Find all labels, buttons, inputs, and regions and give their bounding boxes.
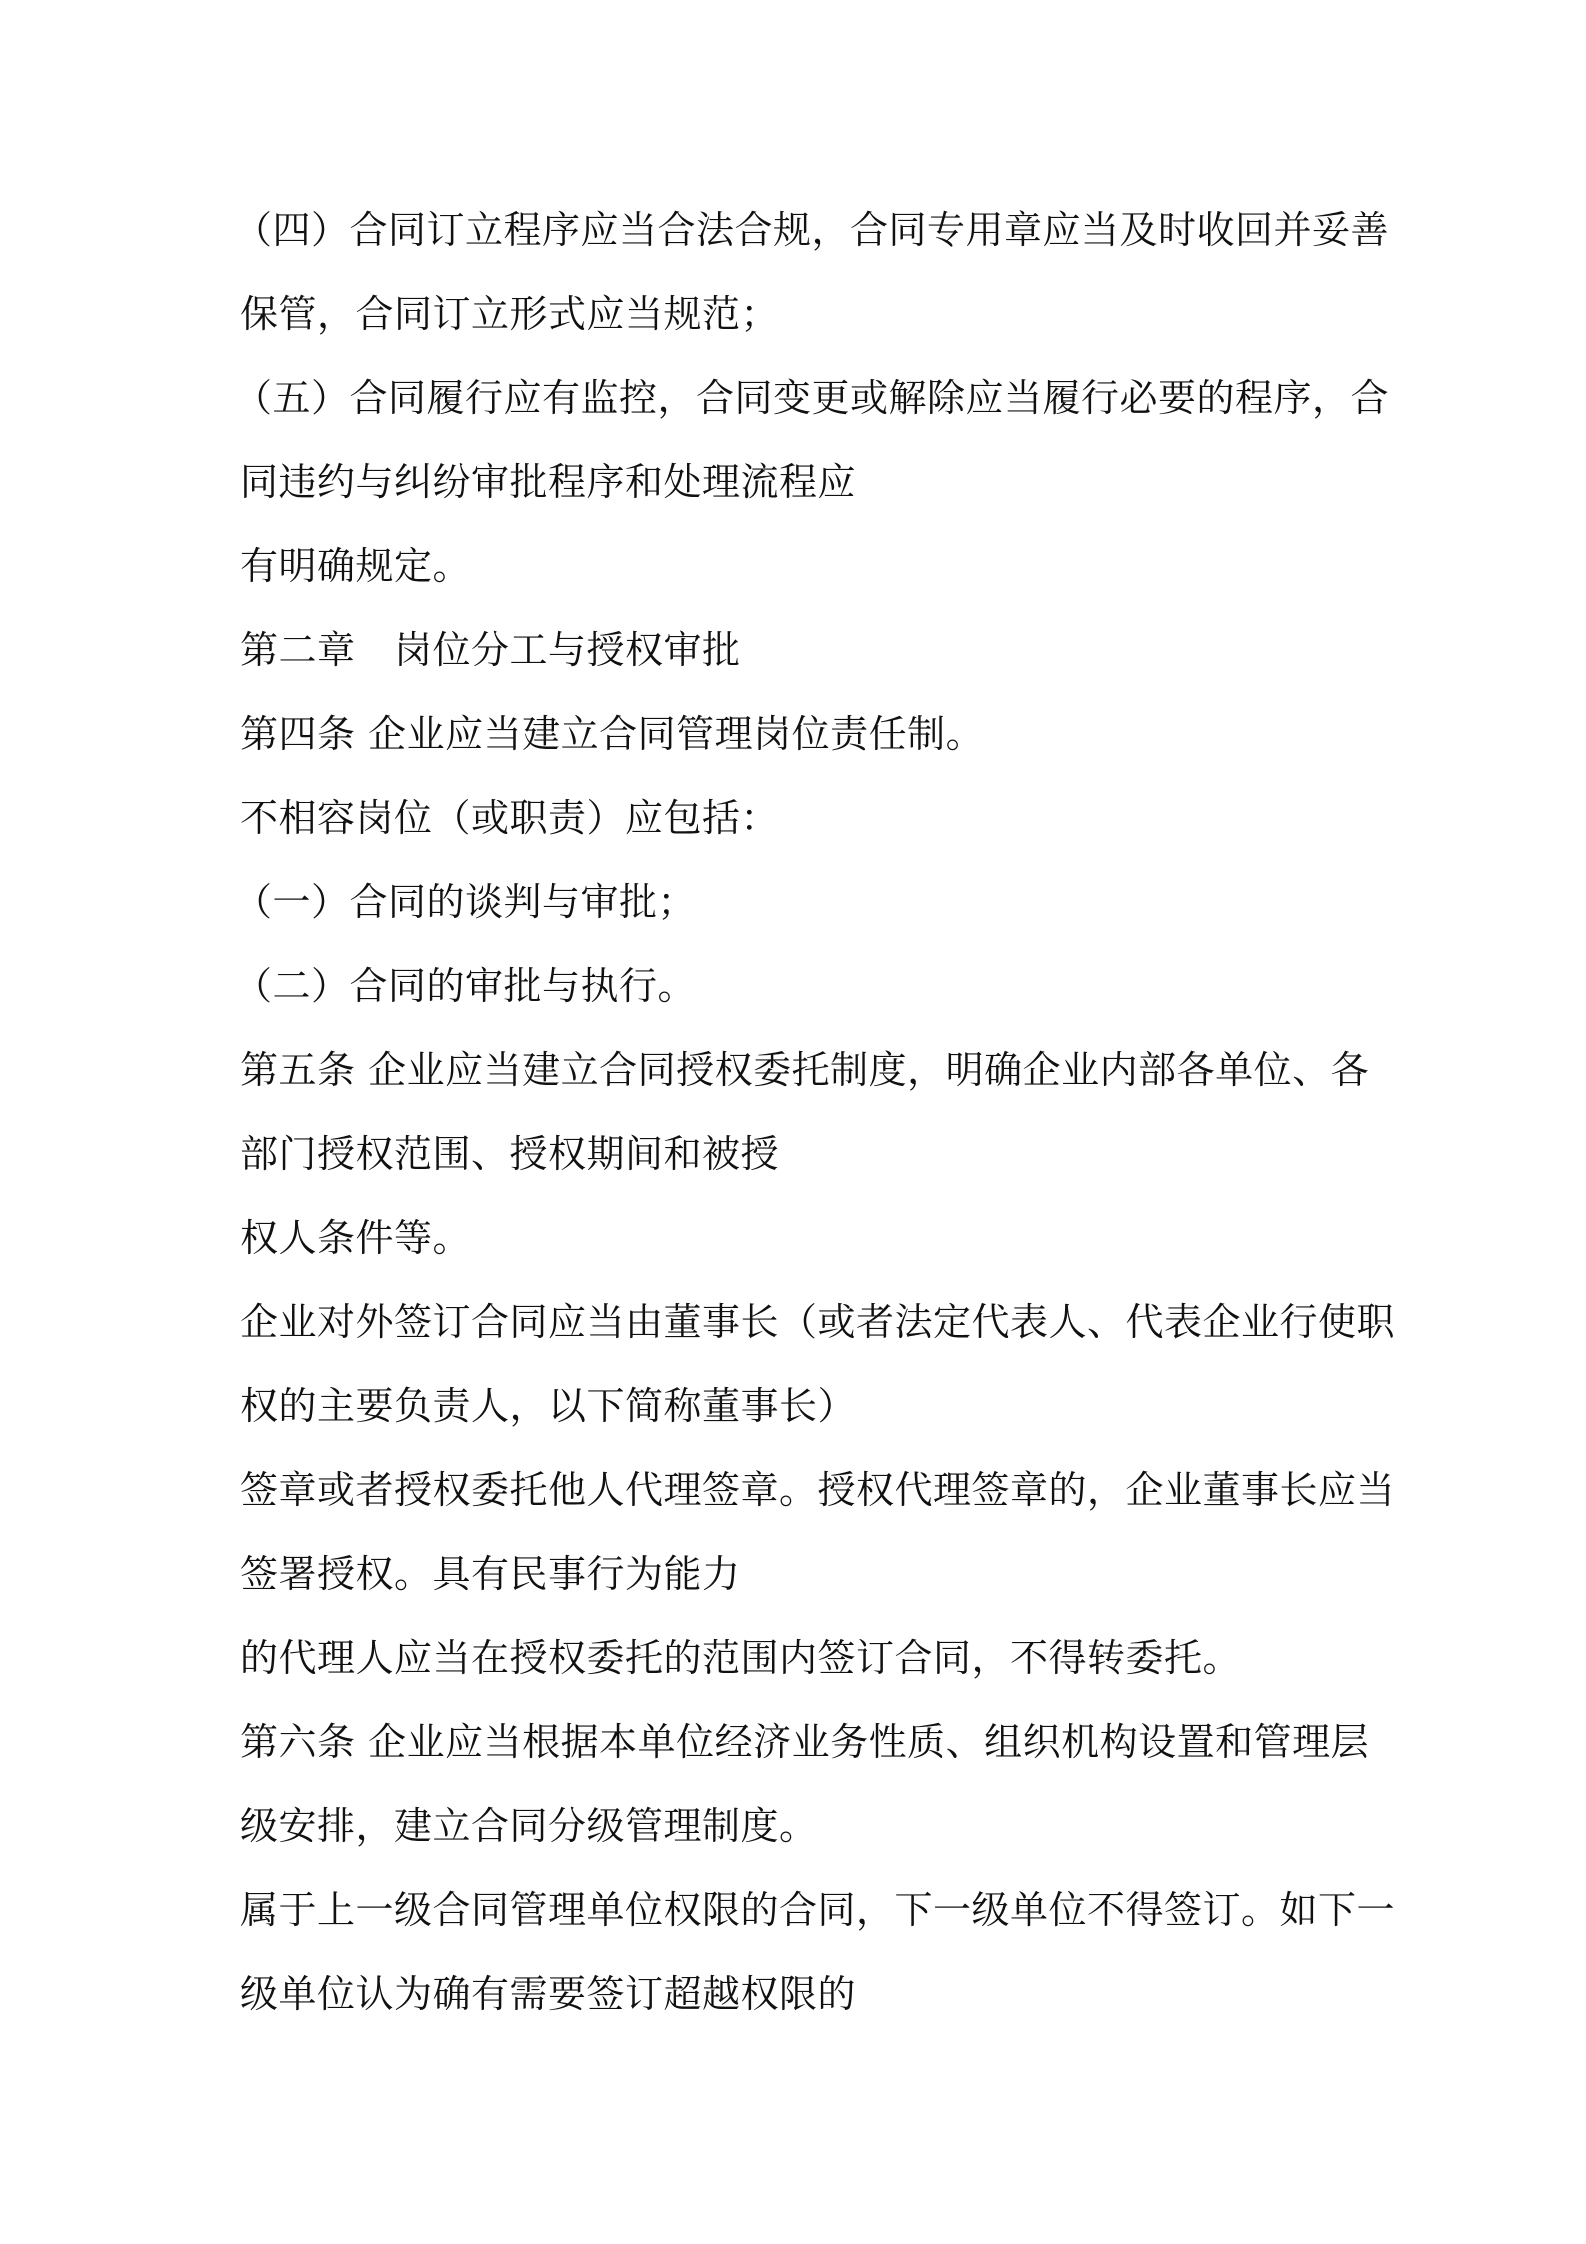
text-line-item-5-end: 有明确规定。 bbox=[240, 544, 472, 588]
signing-paragraph-cont-2: 签章或者授权委托他人代理签章。授权代理签章的，企业董事长应当 bbox=[240, 1468, 1396, 1512]
signing-paragraph: 企业对外签订合同应当由董事长（或者法定代表人、代表企业行使职 bbox=[240, 1300, 1396, 1344]
text-line-item-5: （五）合同履行应有监控，合同变更或解除应当履行必要的程序，合 bbox=[234, 376, 1390, 420]
text-line-item-5-cont: 同违约与纠纷审批程序和处理流程应 bbox=[240, 460, 857, 504]
article-5-cont: 部门授权范围、授权期间和被授 bbox=[240, 1132, 780, 1176]
authority-paragraph: 属于上一级合同管理单位权限的合同，下一级单位不得签订。如下一 bbox=[240, 1888, 1396, 1932]
text-line-item-4-cont: 保管，合同订立形式应当规范； bbox=[240, 292, 780, 336]
authority-paragraph-cont: 级单位认为确有需要签订超越权限的 bbox=[240, 1972, 857, 2016]
signing-paragraph-cont-1: 权的主要负责人，以下简称董事长） bbox=[240, 1384, 857, 1428]
signing-paragraph-end: 的代理人应当在授权委托的范围内签订合同，不得转委托。 bbox=[240, 1636, 1242, 1680]
document-body bbox=[234, 202, 1396, 2050]
chapter-heading: 第二章 岗位分工与授权审批 bbox=[240, 628, 741, 672]
incompatible-duties-intro: 不相容岗位（或职责）应包括： bbox=[240, 796, 780, 840]
text-line-item-4: （四）合同订立程序应当合法合规，合同专用章应当及时收回并妥善 bbox=[234, 208, 1390, 252]
duty-item-1: （一）合同的谈判与审批； bbox=[234, 880, 697, 924]
signing-paragraph-cont-3: 签署授权。具有民事行为能力 bbox=[240, 1552, 741, 1596]
article-6-cont: 级安排，建立合同分级管理制度。 bbox=[240, 1804, 818, 1848]
article-6: 第六条 企业应当根据本单位经济业务性质、组织机构设置和管理层 bbox=[240, 1720, 1370, 1764]
duty-item-2: （二）合同的审批与执行。 bbox=[234, 964, 697, 1008]
article-4: 第四条 企业应当建立合同管理岗位责任制。 bbox=[240, 712, 985, 756]
article-5: 第五条 企业应当建立合同授权委托制度，明确企业内部各单位、各 bbox=[240, 1048, 1370, 1092]
article-5-end: 权人条件等。 bbox=[240, 1216, 472, 1260]
